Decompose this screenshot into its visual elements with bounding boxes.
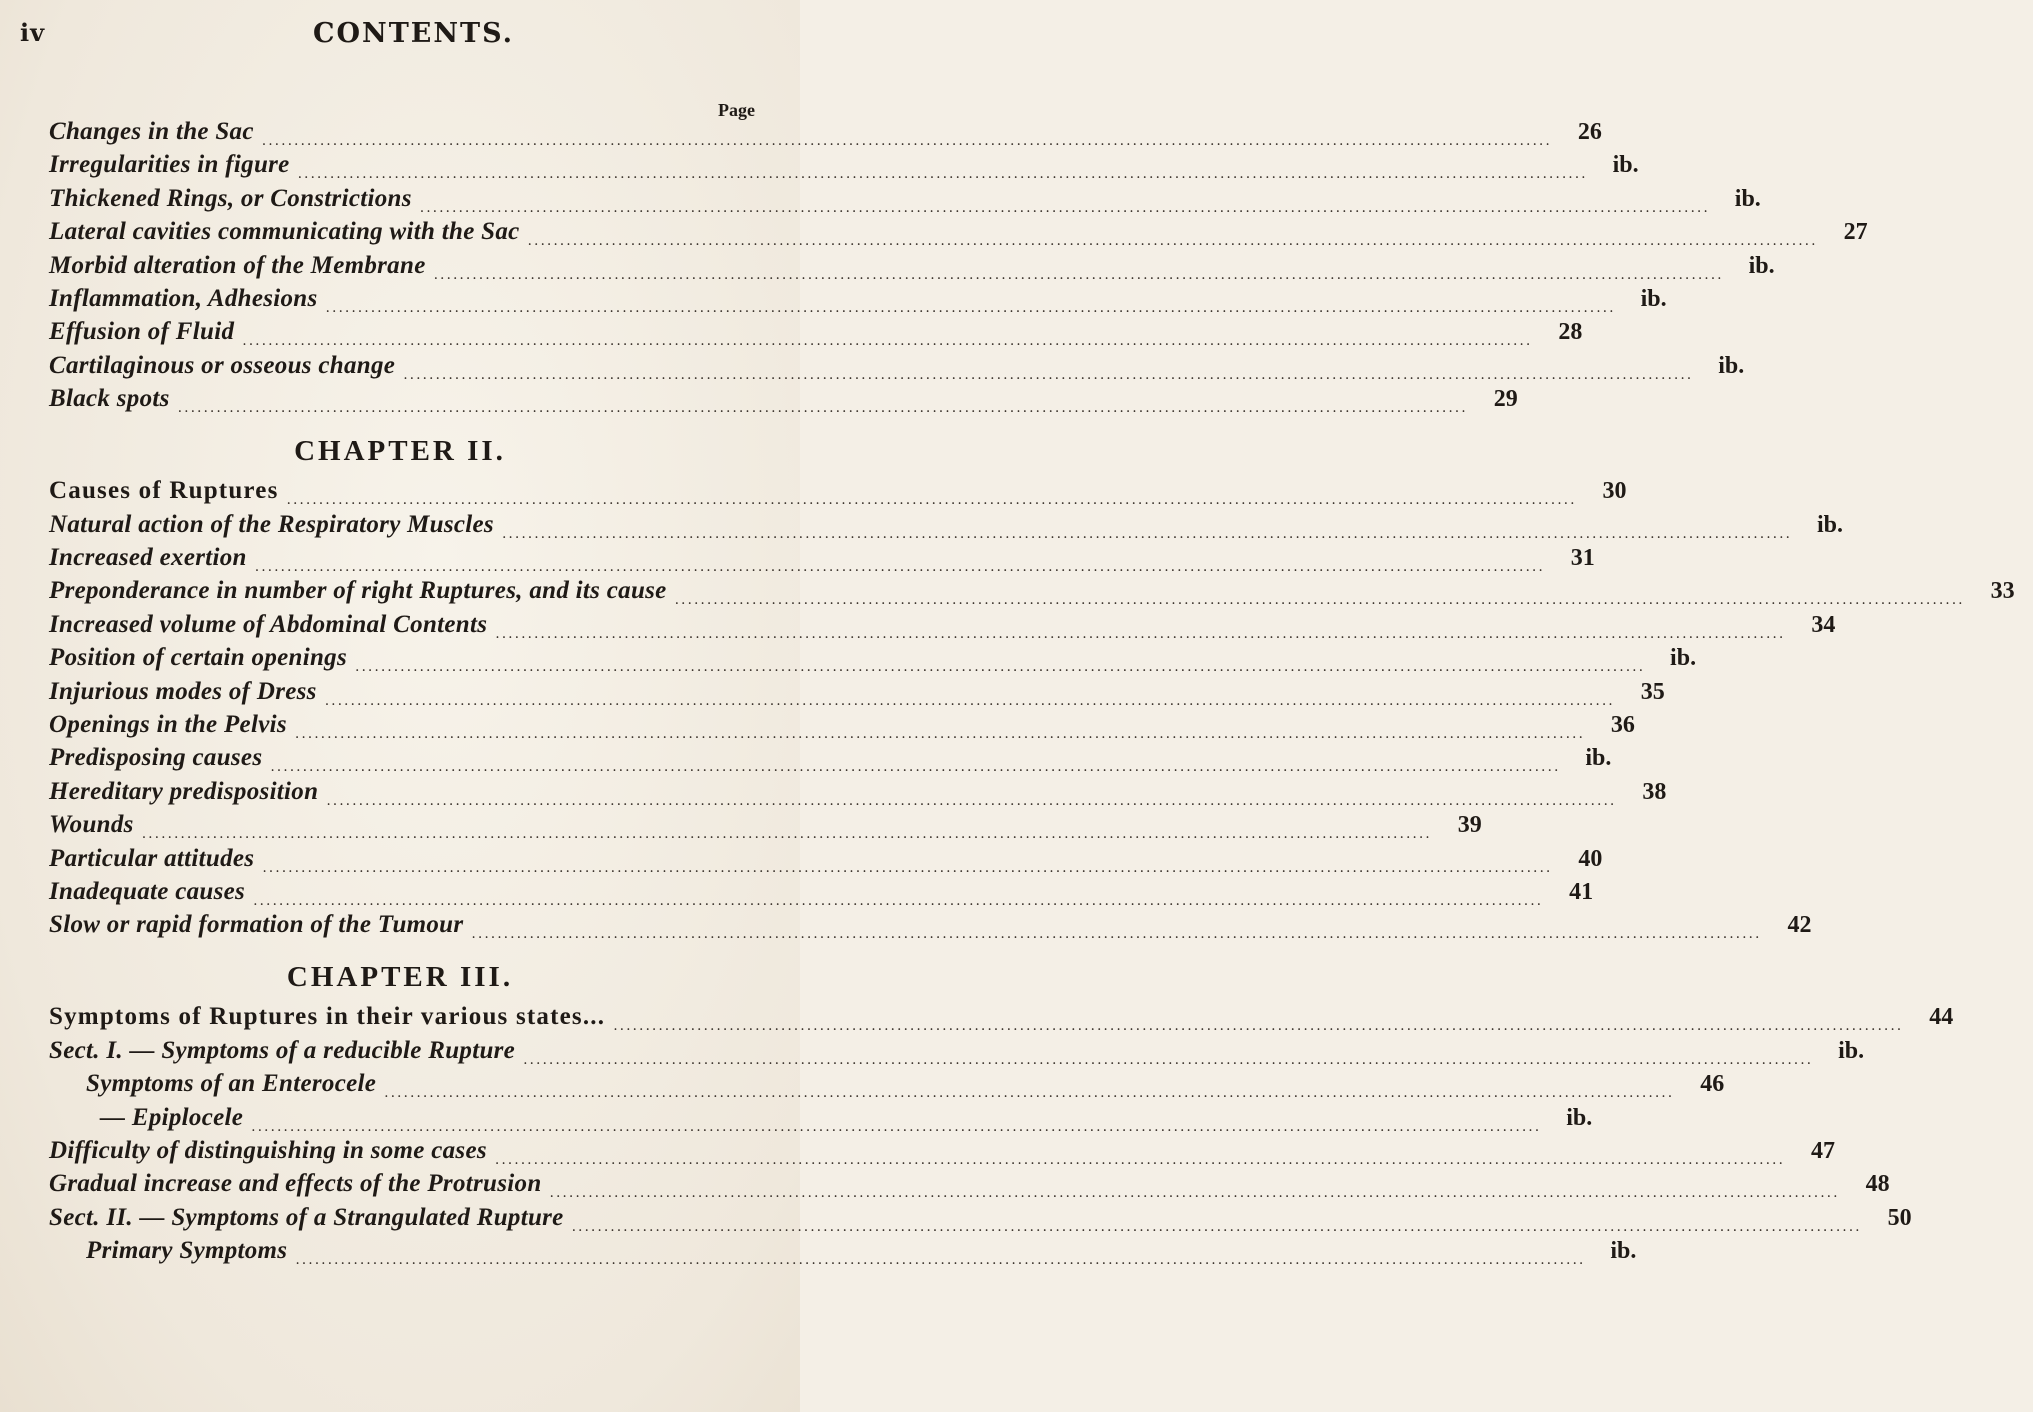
entry-title: Inflammation, Adhesions bbox=[49, 285, 318, 312]
dot-leader: ........................................................................................................................................................................................................ bbox=[419, 199, 1710, 216]
entry-page: 38 bbox=[1642, 778, 1667, 805]
entry-title: — Epiplocele bbox=[100, 1103, 244, 1131]
page-number: iv bbox=[20, 18, 46, 47]
chapter-heading: CHAPTER III. bbox=[286, 961, 514, 994]
dot-leader: ........................................................................................................................................................................................................ bbox=[527, 233, 1818, 250]
entry-page: ib. bbox=[1670, 645, 1697, 672]
entry-page: 29 bbox=[1493, 386, 1518, 413]
entry-page: 47 bbox=[1810, 1138, 1835, 1164]
entry-title: Black spots bbox=[49, 385, 170, 413]
dot-leader: ........................................................................................................................................................................................................ bbox=[501, 525, 1793, 542]
entry-title: Inadequate causes bbox=[49, 878, 246, 905]
entry-page: 46 bbox=[1700, 1071, 1725, 1098]
entry-title: Cartilaginous or osseous change bbox=[49, 351, 396, 379]
entry-title: Hereditary predisposition bbox=[49, 777, 319, 805]
dot-leader: ........................................................................................................................................................................................................ bbox=[251, 1118, 1542, 1135]
entry-title: Lateral cavities communicating with the Sac bbox=[49, 218, 520, 246]
entry-page: 41 bbox=[1569, 879, 1594, 905]
dot-leader: ........................................................................................................................................................................................................ bbox=[613, 1018, 1904, 1035]
entry-title: Primary Symptoms bbox=[86, 1237, 288, 1265]
entry-page: ib. bbox=[1566, 1104, 1593, 1131]
dot-leader: ........................................................................................................................................................................................................ bbox=[324, 692, 1615, 709]
dot-leader: ........................................................................................................................................................................................................ bbox=[253, 893, 1544, 909]
dot-leader: ........................................................................................................................................................................................................ bbox=[297, 166, 1588, 183]
entry-title: Position of certain openings bbox=[49, 644, 348, 672]
entry-page: 42 bbox=[1787, 912, 1812, 939]
entry-page: 39 bbox=[1457, 812, 1482, 839]
entry-page: ib. bbox=[1610, 1238, 1637, 1265]
dot-leader: ........................................................................................................................................................................................................ bbox=[495, 625, 1786, 642]
entry-page: 26 bbox=[1577, 119, 1602, 145]
entry-title: Irregularities in figure bbox=[49, 151, 290, 179]
entry-page: ib. bbox=[1734, 185, 1761, 212]
entry-page: ib. bbox=[1585, 745, 1612, 772]
entry-page: 40 bbox=[1578, 845, 1603, 872]
entry-page: 35 bbox=[1640, 678, 1665, 705]
running-title: CONTENTS. bbox=[313, 18, 515, 49]
entry-page: ib. bbox=[1718, 352, 1745, 379]
toc-entry bbox=[0, 911, 1812, 951]
entry-page: 28 bbox=[1558, 319, 1583, 346]
dot-leader: ........................................................................................................................................................................................................ bbox=[261, 133, 1552, 149]
entry-title: Wounds bbox=[49, 811, 134, 839]
dot-leader: ........................................................................................................................................................................................................ bbox=[254, 559, 1545, 575]
page-column-label: Page bbox=[718, 100, 755, 120]
entry-page: ib. bbox=[1748, 252, 1775, 279]
dot-leader: ........................................................................................................................................................................................................ bbox=[286, 492, 1577, 509]
entry-title: Particular attitudes bbox=[49, 844, 255, 872]
entry-page: ib. bbox=[1612, 152, 1639, 179]
dot-leader: ........................................................................................................................................................................................................ bbox=[294, 726, 1585, 742]
entry-title: Preponderance in number of right Ruptures, and its cause bbox=[49, 577, 667, 605]
dot-leader: ........................................................................................................................................................................................................ bbox=[403, 366, 1694, 383]
dot-leader: ........................................................................................................................................................................................................ bbox=[325, 300, 1616, 316]
entry-page: ib. bbox=[1817, 511, 1844, 538]
entry-title: Increased volume of Abdominal Contents bbox=[49, 610, 488, 638]
dot-leader: ........................................................................................................................................................................................................ bbox=[549, 1185, 1840, 1202]
entry-title: Changes in the Sac bbox=[49, 118, 254, 145]
entry-page: 48 bbox=[1865, 1171, 1890, 1198]
entry-title: Effusion of Fluid bbox=[49, 318, 235, 346]
entry-page: 30 bbox=[1602, 478, 1627, 505]
entry-title: Morbid alteration of the Membrane bbox=[49, 251, 426, 279]
entry-page: 50 bbox=[1887, 1204, 1912, 1231]
dot-leader: ........................................................................................................................................................................................................ bbox=[494, 1152, 1785, 1168]
entry-title: Sect. I. — Symptoms of a reducible Rupture bbox=[49, 1036, 516, 1064]
dot-leader: ........................................................................................................................................................................................................ bbox=[326, 792, 1617, 809]
entry-page: ib. bbox=[1838, 1037, 1865, 1064]
entry-title: Injurious modes of Dress bbox=[49, 677, 317, 705]
dot-leader: ........................................................................................................................................................................................................ bbox=[355, 659, 1646, 676]
entry-title: Slow or rapid formation of the Tumour bbox=[49, 911, 464, 939]
entry-title: Symptoms of an Enterocele bbox=[86, 1070, 377, 1098]
dot-leader: ........................................................................................................................................................................................................ bbox=[433, 266, 1724, 283]
dot-leader: ........................................................................................................................................................................................................ bbox=[523, 1051, 1814, 1068]
entry-title: Gradual increase and effects of the Protrusion bbox=[49, 1170, 542, 1198]
entry-title: Sect. II. — Symptoms of a Strangulated Rupture bbox=[49, 1203, 564, 1231]
entry-page: 44 bbox=[1929, 1004, 1954, 1031]
entry-page: 27 bbox=[1843, 219, 1868, 246]
entry-title: Openings in the Pelvis bbox=[49, 711, 287, 738]
entry-title: Predisposing causes bbox=[49, 744, 263, 772]
entry-title: Natural action of the Respiratory Muscles bbox=[49, 510, 494, 538]
dot-leader: ........................................................................................................................................................................................................ bbox=[674, 592, 1965, 609]
dot-leader: ........................................................................................................................................................................................................ bbox=[295, 1252, 1586, 1269]
dot-leader: ........................................................................................................................................................................................................ bbox=[262, 859, 1553, 876]
dot-leader: ........................................................................................................................................................................................................ bbox=[177, 400, 1468, 417]
entry-page: 36 bbox=[1610, 712, 1635, 738]
dot-leader: ........................................................................................................................................................................................................ bbox=[270, 759, 1561, 776]
dot-leader: ........................................................................................................................................................................................................ bbox=[242, 333, 1533, 350]
entry-title: Symptoms of Ruptures in their various states... bbox=[49, 1003, 606, 1031]
entry-title: Difficulty of distinguishing in some cases bbox=[49, 1137, 487, 1164]
entry-title: Thickened Rings, or Constrictions bbox=[49, 184, 412, 212]
entry-page: 31 bbox=[1570, 545, 1595, 571]
chapter-heading: CHAPTER II. bbox=[294, 435, 506, 468]
dot-leader: ........................................................................................................................................................................................................ bbox=[141, 826, 1432, 843]
entry-page: ib. bbox=[1640, 286, 1667, 312]
dot-leader: ........................................................................................................................................................................................................ bbox=[384, 1085, 1675, 1102]
toc-entry bbox=[0, 1237, 1637, 1277]
entry-page: 33 bbox=[1990, 578, 2015, 605]
dot-leader: ........................................................................................................................................................................................................ bbox=[571, 1218, 1862, 1235]
toc-entry bbox=[0, 385, 1518, 425]
entry-title: Increased exertion bbox=[49, 544, 247, 571]
dot-leader: ........................................................................................................................................................................................................ bbox=[471, 926, 1762, 943]
entry-page: 34 bbox=[1811, 611, 1836, 638]
entry-title: Causes of Ruptures bbox=[49, 477, 279, 505]
